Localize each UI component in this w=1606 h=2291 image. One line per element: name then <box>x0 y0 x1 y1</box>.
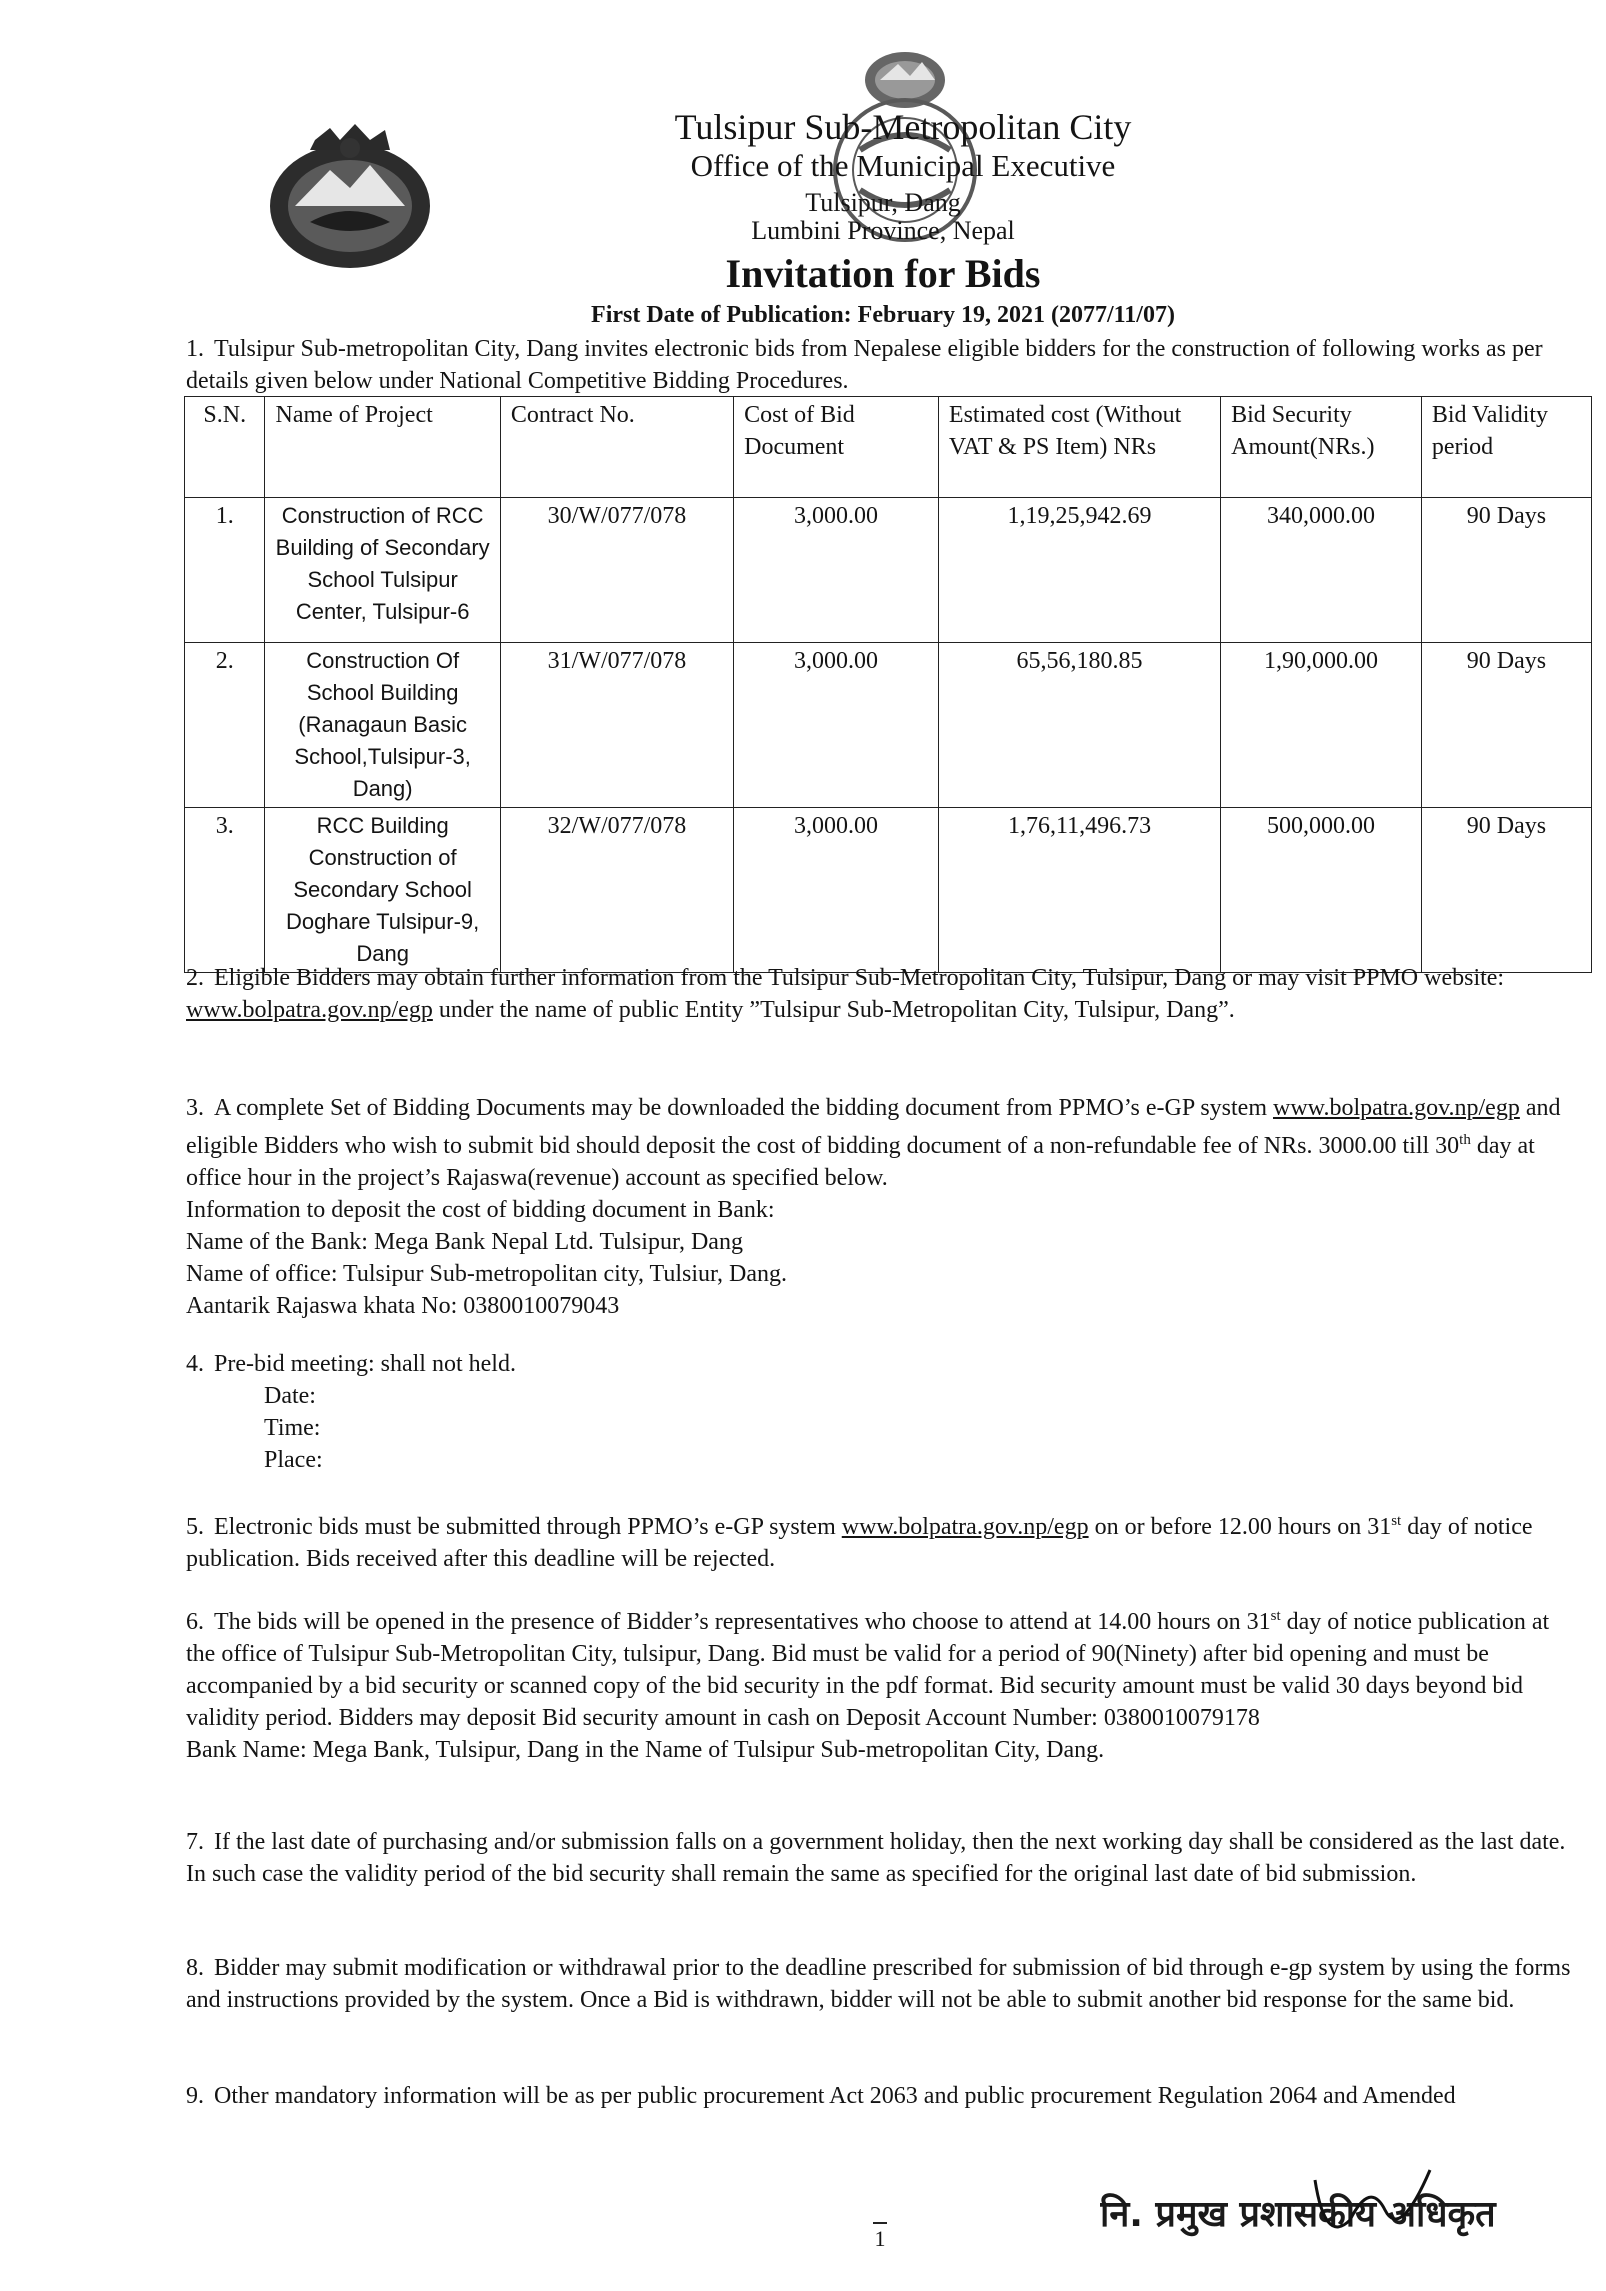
office-location: Tulsipur, Dang <box>805 188 961 217</box>
bank-name: Name of the Bank: Mega Bank Nepal Ltd. Tulsipur, Dang <box>186 1229 743 1255</box>
official-signature <box>1100 2150 1540 2260</box>
ordinal-suffix: st <box>1270 1608 1281 1624</box>
bid-document-cost: 3,000.00 <box>734 808 939 973</box>
paragraph-3 <box>186 1092 1571 1322</box>
contract-number: 30/W/077/078 <box>500 498 733 643</box>
deposit-bank-name: Bank Name: Mega Bank, Tulsipur, Dang in the Name of Tulsipur Sub-metropolitan City, Dang. <box>186 1737 1105 1763</box>
egp-system-link[interactable]: www.bolpatra.gov.np/egp <box>1273 1095 1520 1121</box>
paragraph-text: The bids will be opened in the presence of Bidder’s representatives who choose to attend at 14.00 hours on 31 <box>214 1609 1271 1635</box>
estimated-cost: 1,19,25,942.69 <box>938 498 1220 643</box>
table-row <box>185 498 1592 643</box>
ordinal-suffix: th <box>1459 1132 1471 1148</box>
paragraph-number: 2. <box>186 965 204 991</box>
paragraph-text: A complete Set of Bidding Documents may be downloaded the bidding document from PPMO’s e-GP system <box>214 1095 1273 1121</box>
bid-document-cost: 3,000.00 <box>734 643 939 808</box>
publication-date: First Date of Publication: February 19, 2021 (2077/11/07) <box>591 302 1175 328</box>
paragraph-text: and eligible Bidders who wish to submit bid should deposit the cost of bidding document of a non-refundable fee of NRs. 3000.00 till 30 <box>186 1095 1561 1159</box>
paragraph-text: Eligible Bidders may obtain further information from the Tulsipur Sub-Metropolitan City, Tulsipur, Dang or may visit PPMO website: <box>214 965 1505 991</box>
page-title: Invitation for Bids <box>725 251 1041 296</box>
ordinal-suffix: st <box>1391 1513 1402 1529</box>
contract-number: 31/W/077/078 <box>500 643 733 808</box>
bid-validity-period: 90 Days <box>1421 498 1591 643</box>
signature-title: नि. प्रमुख प्रशासकीय अधिकृत <box>1100 2194 1496 2235</box>
serial-number: 2. <box>185 643 265 808</box>
paragraph-9 <box>186 2080 1571 2112</box>
paragraph-number: 3. <box>186 1095 204 1121</box>
paragraph-text: If the last date of purchasing and/or submission falls on a government holiday, then the next working day shall be considered as the last date. In such case the validity period of the bid security shall remain the same as specified for the original last date of bid submission. <box>186 1829 1566 1887</box>
project-name: RCC Building Construction of Secondary School Doghare Tulsipur-9, Dang <box>265 808 500 973</box>
paragraph-text: day at office hour in the project’s Rajaswa(revenue) account as specified below. <box>186 1133 1535 1191</box>
paragraph-text: Tulsipur Sub-metropolitan City, Dang invites electronic bids from Nepalese eligible bidders for the construction of following works as per details given below under National Competitive Bidding Procedures. <box>186 336 1543 394</box>
serial-number: 3. <box>185 808 265 973</box>
pre-bid-place-label: Place: <box>264 1447 323 1473</box>
paragraph-8 <box>186 1952 1571 2016</box>
table-row <box>185 643 1592 808</box>
column-header: Cost of Bid Document <box>734 397 939 498</box>
column-header: Contract No. <box>500 397 733 498</box>
paragraph-4 <box>186 1348 1571 1476</box>
paragraph-number: 9. <box>186 2083 204 2109</box>
paragraph-6 <box>186 1600 1571 1766</box>
office-name: Office of the Municipal Executive <box>690 148 1116 183</box>
bank-info-heading: Information to deposit the cost of bidding document in Bank: <box>186 1197 775 1223</box>
estimated-cost: 65,56,180.85 <box>938 643 1220 808</box>
paragraph-number: 1. <box>186 336 204 362</box>
table-header-row <box>185 397 1592 498</box>
city-name: Tulsipur Sub-Metropolitan City <box>674 107 1132 147</box>
table-row <box>185 808 1592 973</box>
paragraph-text: Bidder may submit modification or withdrawal prior to the deadline prescribed for submission of bid through e-gp system by using the forms and instructions provided by the system. Once a Bid is withdrawn, bidder will not be able to submit another bid response for the same bid. <box>186 1955 1571 2013</box>
paragraph-text: day of notice publication. Bids received after this deadline will be rejected. <box>186 1514 1533 1572</box>
paragraph-number: 4. <box>186 1351 204 1377</box>
revenue-account-number: Aantarik Rajaswa khata No: 0380010079043 <box>186 1293 620 1319</box>
column-header: Bid Security Amount(NRs.) <box>1221 397 1422 498</box>
paragraph-text: Other mandatory information will be as per public procurement Act 2063 and public procurement Regulation 2064 and Amended <box>214 2083 1456 2109</box>
paragraph-text: under the name of public Entity ”Tulsipur Sub-Metropolitan City, Tulsipur, Dang”. <box>432 997 1235 1023</box>
column-header: Estimated cost (Without VAT & PS Item) NRs <box>938 397 1220 498</box>
bid-security-amount: 500,000.00 <box>1221 808 1422 973</box>
bid-security-amount: 340,000.00 <box>1221 498 1422 643</box>
paragraph-text: Electronic bids must be submitted through PPMO’s e-GP system <box>214 1514 842 1540</box>
egp-system-link[interactable]: www.bolpatra.gov.np/egp <box>841 1514 1089 1540</box>
paragraph-number: 7. <box>186 1829 204 1855</box>
bid-validity-period: 90 Days <box>1421 808 1591 973</box>
paragraph-text: Pre-bid meeting: shall not held. <box>214 1351 516 1377</box>
paragraph-5 <box>186 1505 1571 1575</box>
paragraph-number: 5. <box>186 1514 204 1540</box>
paragraph-number: 8. <box>186 1955 204 1981</box>
project-name: Construction of RCC Building of Secondary School Tulsipur Center, Tulsipur-6 <box>265 498 500 643</box>
column-header: S.N. <box>185 397 265 498</box>
bids-table <box>184 396 1592 973</box>
page-number: 1 <box>874 2226 886 2251</box>
paragraph-1 <box>186 333 1571 397</box>
pre-bid-time-label: Time: <box>264 1415 321 1441</box>
office-name-line: Name of office: Tulsipur Sub-metropolitan city, Tulsiur, Dang. <box>186 1261 788 1287</box>
bid-validity-period: 90 Days <box>1421 643 1591 808</box>
column-header: Name of Project <box>265 397 500 498</box>
province-name: Lumbini Province, Nepal <box>751 216 1015 245</box>
paragraph-text: day of notice publication at the office of Tulsipur Sub-Metropolitan City, tulsipur, Dang. Bid must be valid for a period of 90(Ninety) after bid opening and must be accompanied by a bid security or scanned copy of the bid security in the pdf format. Bid security amount must be valid 30 days beyond bid validity period. Bidders may deposit Bid security amount in cash on Deposit Account Number: 0380010079178 <box>186 1609 1550 1731</box>
paragraph-text: on or before 12.00 hours on 31 <box>1088 1514 1392 1540</box>
bid-document-cost: 3,000.00 <box>734 498 939 643</box>
paragraph-2 <box>186 962 1571 1026</box>
paragraph-number: 6. <box>186 1609 204 1635</box>
serial-number: 1. <box>185 498 265 643</box>
ppmo-website-link[interactable]: www.bolpatra.gov.np/egp <box>186 997 433 1023</box>
project-name: Construction Of School Building (Ranagaun Basic School,Tulsipur-3, Dang) <box>265 643 500 808</box>
contract-number: 32/W/077/078 <box>500 808 733 973</box>
column-header: Bid Validity period <box>1421 397 1591 498</box>
paragraph-7 <box>186 1826 1571 1890</box>
bid-security-amount: 1,90,000.00 <box>1221 643 1422 808</box>
estimated-cost: 1,76,11,496.73 <box>938 808 1220 973</box>
page-number-mark <box>873 2222 887 2224</box>
pre-bid-date-label: Date: <box>264 1383 316 1409</box>
